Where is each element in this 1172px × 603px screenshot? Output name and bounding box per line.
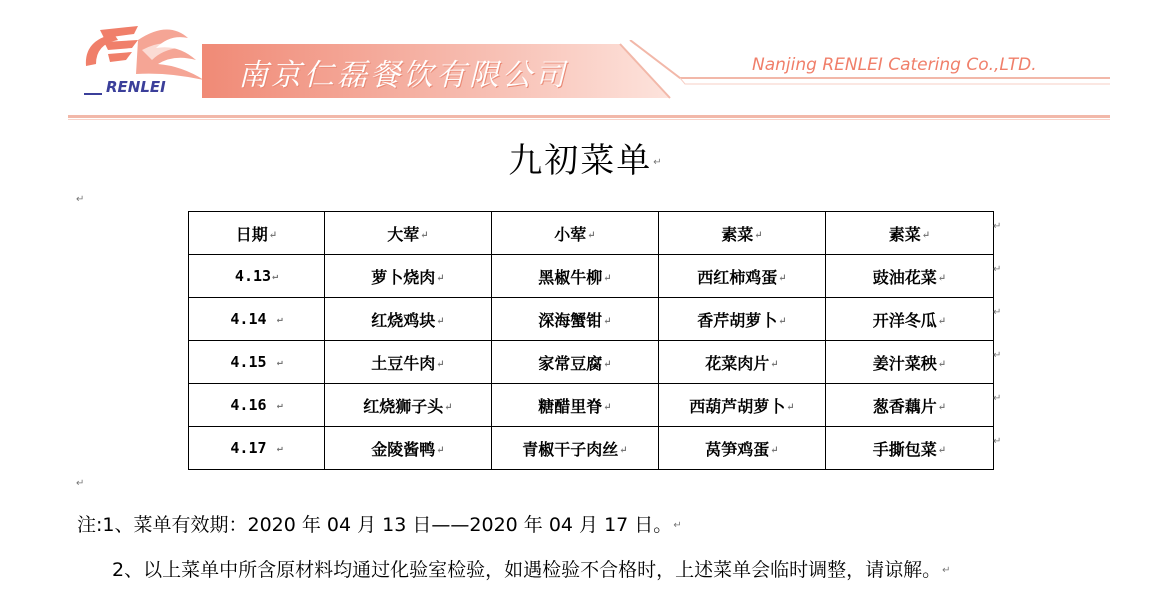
row-end-mark: ↵ — [993, 264, 1002, 275]
row-end-mark: ↵ — [993, 221, 1002, 232]
header-rule-thin — [68, 119, 1110, 120]
dish-cell: 红烧鸡块↵ — [325, 298, 492, 341]
dish-cell: 莴笋鸡蛋↵ — [659, 427, 826, 470]
date-cell: 4.17 ↵ — [189, 427, 325, 470]
header-cell: 素菜↵ — [659, 212, 826, 255]
note-adjustment: 2、以上菜单中所含原材料均通过化验室检验，如遇检验不合格时，上述菜单会临时调整，请谅解。↵ — [112, 559, 951, 581]
table-row — [189, 298, 994, 341]
dish-cell: 花菜肉片↵ — [659, 341, 826, 384]
row-end-mark: ↵ — [993, 436, 1002, 447]
dish-cell: 糖醋里脊↵ — [492, 384, 659, 427]
company-name-en: Nanjing RENLEI Catering Co.,LTD. — [752, 55, 1037, 75]
date-cell: 4.16 ↵ — [189, 384, 325, 427]
logo-text: RENLEI — [106, 78, 166, 96]
dish-cell: 西红柿鸡蛋↵ — [659, 255, 826, 298]
table-header-row — [189, 212, 994, 255]
dish-cell: 青椒干子肉丝↵ — [492, 427, 659, 470]
table-row — [189, 384, 994, 427]
header-cell: 大荤↵ — [325, 212, 492, 255]
table-row — [189, 427, 994, 470]
header-rule — [68, 115, 1110, 118]
row-end-mark: ↵ — [993, 350, 1002, 361]
row-end-mark: ↵ — [993, 307, 1002, 318]
letterhead — [0, 0, 1172, 125]
paragraph-mark: ↵ — [653, 157, 664, 168]
dish-cell: 萝卜烧肉↵ — [325, 255, 492, 298]
menu-title — [0, 133, 1172, 182]
dish-cell: 红烧狮子头↵ — [325, 384, 492, 427]
company-name-cn: 南京仁磊餐饮有限公司 — [238, 58, 568, 93]
date-cell: 4.15 ↵ — [189, 341, 325, 384]
note-validity: 注:1、菜单有效期：2020 年 04 月 13 日——2020 年 04 月 17 日。↵ — [77, 514, 682, 536]
company-logo — [78, 20, 208, 98]
dish-cell: 手撕包菜↵ — [826, 427, 994, 470]
dish-cell: 金陵酱鸭↵ — [325, 427, 492, 470]
dish-cell: 土豆牛肉↵ — [325, 341, 492, 384]
header-cell: 小荤↵ — [492, 212, 659, 255]
dish-cell: 香芹胡萝卜↵ — [659, 298, 826, 341]
date-cell: 4.13↵ — [189, 255, 325, 298]
header-cell: 日期↵ — [189, 212, 325, 255]
row-end-mark: ↵ — [993, 393, 1002, 404]
paragraph-mark: ↵ — [76, 194, 85, 205]
dish-cell: 葱香藕片↵ — [826, 384, 994, 427]
dish-cell: 开洋冬瓜↵ — [826, 298, 994, 341]
table-row — [189, 255, 994, 298]
dish-cell: 豉油花菜↵ — [826, 255, 994, 298]
dish-cell: 家常豆腐↵ — [492, 341, 659, 384]
dish-cell: 黑椒牛柳↵ — [492, 255, 659, 298]
menu-title-text: 九初菜单 — [508, 141, 653, 181]
dish-cell: 西葫芦胡萝卜↵ — [659, 384, 826, 427]
header-cell: 素菜↵ — [826, 212, 994, 255]
paragraph-mark: ↵ — [76, 478, 85, 489]
table-row — [189, 341, 994, 384]
dish-cell: 姜汁菜秧↵ — [826, 341, 994, 384]
dish-cell: 深海蟹钳↵ — [492, 298, 659, 341]
menu-table — [188, 211, 994, 470]
date-cell: 4.14 ↵ — [189, 298, 325, 341]
